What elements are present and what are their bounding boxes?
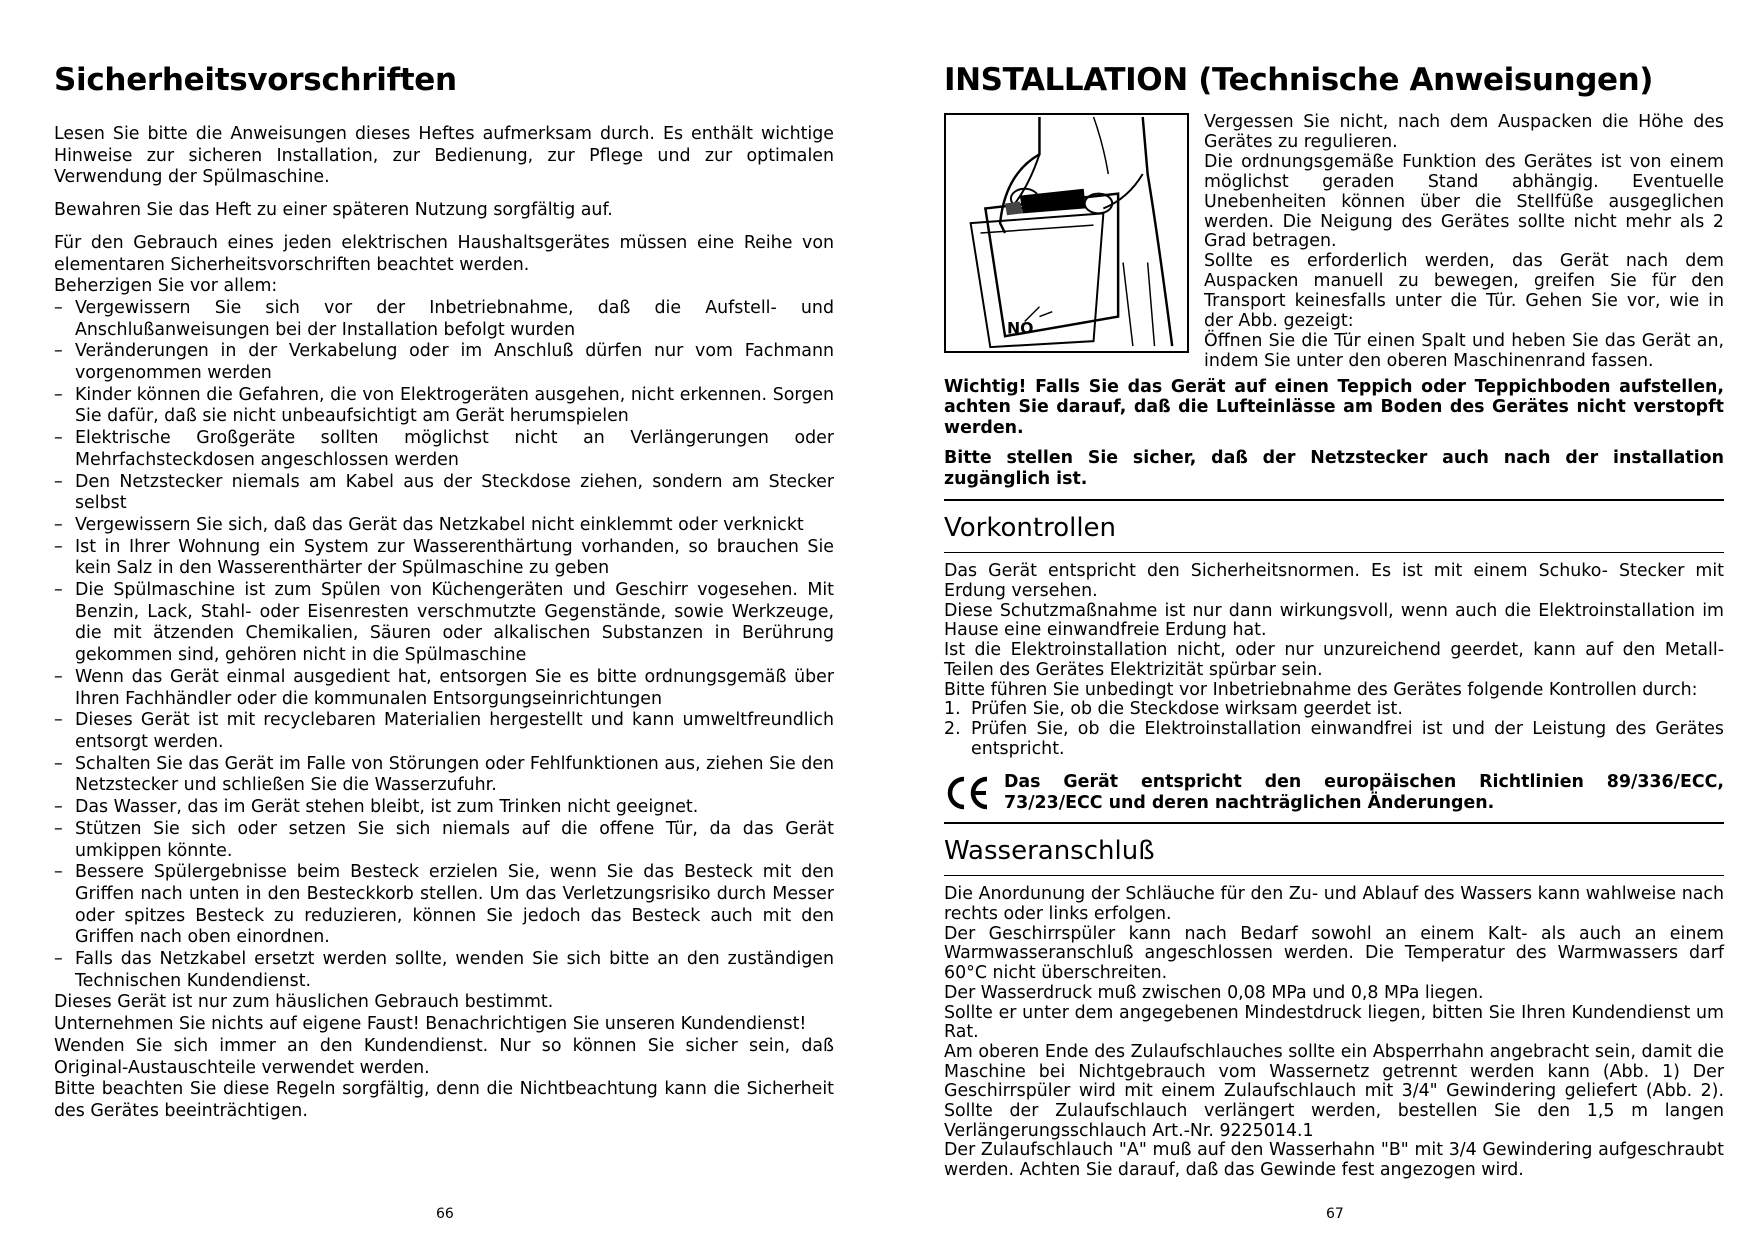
installation-content (944, 113, 1724, 1181)
list-item (944, 720, 1724, 759)
list-number: 1. (944, 699, 961, 720)
install-paragraph: Öffnen Sie die Tür einen Spalt und heben Sie das Gerät an, indem Sie unter den oberen Maschinenrand fassen. (1204, 330, 1724, 371)
list-item: – Das Wasser, das im Gerät stehen bleibt, ist zum Trinken nicht geeignet. (54, 797, 834, 819)
install-paragraph: Vergessen Sie nicht, nach dem Auspacken die Höhe des Gerätes zu regulieren. (1204, 112, 1724, 152)
wasser-paragraph: Der Wasserdruck muß zwischen 0,08 MPa und 0,8 MPa liegen. (944, 982, 1484, 1003)
safety-content (54, 124, 834, 1123)
plug-warning: Bitte stellen Sie sicher, daß der Netzstecker auch nach der installation zugänglich ist. (944, 448, 1724, 489)
list-item: – Vergewissern Sie sich vor der Inbetriebnahme, daß die Aufstell- und Anschlußanweisungen bei der Installation befolgt wurden (54, 298, 834, 341)
outro-paragraph: Wenden Sie sich immer an den Kundendienst. Nur so können Sie sicher sein, daß Original-Austauschteile verwendet werden. (54, 1035, 834, 1078)
list-item: – Die Spülmaschine ist zum Spülen von Küchengeräten und Geschirr vogesehen. Mit Benzin, Lack, Stahl- oder Eisenresten verschmutzte Gegenstände, sowie Werkzeuge, die mit ätzenden Chemikalien, Säuren oder alkalischen Substanzen in Berührung gekommen sind, gehören nicht in die Spülmaschine (54, 580, 834, 667)
lifting-illustration-icon (946, 115, 1187, 351)
wasser-paragraph: Der Zulaufschlauch "A" muß auf den Wasserhahn "B" mit 3/4 Gewindering aufgeschraubt werden. Achten Sie darauf, daß das Gewinde fest angezogen wird. (944, 1140, 1724, 1181)
carpet-warning: Wichtig! Falls Sie das Gerät auf einen Teppich oder Teppichboden aufstellen, achten Sie darauf, daß die Lufteinlässe am Boden des Gerätes nicht verstopft werden. (944, 376, 1724, 438)
list-item: – Elektrische Großgeräte sollten möglichst nicht an Verlängerungen oder Mehrfachsteckdosen angeschlossen werden (54, 428, 834, 471)
install-paragraph: Sollte es erforderlich werden, das Gerät nach dem Auspacken manuell zu bewegen, greifen Sie für den Transport keinesfalls unter die Tür. Gehen Sie vor, wie in der Abb. gezeigt: (1204, 251, 1724, 332)
lifting-illustration (944, 113, 1189, 353)
wasser-paragraph: Der Geschirrspüler kann nach Bedarf sowohl an einem Kalt- als auch an einem Warmwasseranschluß angeschlossen werden. Die Temperatur des Warmwassers darf 60°C nicht überschreiten. (944, 923, 1724, 984)
safety-list (54, 298, 834, 993)
vorkontrollen-content (944, 562, 1724, 759)
list-item: – Falls das Netzkabel ersetzt werden sollte, wenden Sie sich bitte an den zuständigen Technischen Kundendienst. (54, 949, 834, 992)
outro-paragraph: Bitte beachten Sie diese Regeln sorgfältig, denn die Nichtbeachtung kann die Sicherheit des Gerätes beeinträchtigen. (54, 1079, 834, 1121)
list-text: Prüfen Sie, ob die Steckdose wirksam geerdet ist. (971, 699, 1403, 720)
list-item: – Stützen Sie sich oder setzen Sie sich niemals auf die offene Tür, da das Gerät umkippen könnte. (54, 819, 834, 862)
wasser-paragraph: Am oberen Ende des Zulaufschlauches sollte ein Absperrhahn angebracht sein, damit die Maschine bei Nichtgebrauch vom Wassernetz getrennt werden kann (Abb. 1) Der Geschirrspüler wird mit einem Zulaufschlauch mit 3/4" Gewindering geliefert (Abb. 2). Sollte der Zulaufschlauch verlängert werden, bestellen Sie den 1,5 m langen Verlängerungsschlauch Art.-Nr. 9225014.1 (944, 1041, 1724, 1141)
check-list (944, 700, 1724, 759)
wasser-paragraph: Sollte er unter dem angegebenen Mindestdruck liegen, bitten Sie Ihren Kundendienst um Rat. (944, 1002, 1724, 1043)
section-divider (944, 552, 1724, 553)
page-title: Sicherheitsvorschriften (54, 62, 457, 98)
figure-label: NO (1007, 318, 1034, 338)
list-item: – Kinder können die Gefahren, die von Elektrogeräten ausgehen, nicht erkennen. Sorgen Sie dafür, daß sie nicht unbeaufsichtigt am Gerät herumspielen (54, 385, 834, 428)
section-heading-vorkontrollen: Vorkontrollen (944, 513, 1117, 544)
list-item: – Ist in Ihrer Wohnung ein System zur Wasserenthärtung vorhanden, so brauchen Sie kein Salz in den Wasserenthärter der Spülmaschine zu geben (54, 537, 834, 580)
list-item (944, 700, 1724, 720)
list-item: – Schalten Sie das Gerät im Falle von Störungen oder Fehlfunktionen aus, ziehen Sie den Netzstecker und schließen Sie die Wasserzufuhr. (54, 754, 834, 797)
intro-paragraph: Für den Gebrauch eines jeden elektrischen Haushaltsgerätes müssen eine Reihe von elementaren Sicherheitsvorschriften beachtet werden. (54, 232, 834, 275)
section-divider (944, 875, 1724, 876)
outro-paragraph: Unternehmen Sie nichts auf eigene Faust! Benachrichtigen Sie unseren Kundendienst! (54, 1014, 807, 1035)
intro-paragraph: Bewahren Sie das Heft zu einer späteren Nutzung sorgfältig auf. (54, 200, 613, 221)
list-item: – Dieses Gerät ist mit recyclebaren Materialien hergestellt und kann umweltfreundlich entsorgt werden. (54, 710, 834, 753)
ce-text: Das Gerät entspricht den europäischen Richtlinien 89/336/ECC, 73/23/ECC und deren nachträglichen Änderungen. (1004, 772, 1724, 813)
list-item: – Veränderungen in der Verkabelung oder im Anschluß dürfen nur vom Fachmann vorgenommen werden (54, 341, 834, 384)
section-heading-wasseranschluss: Wasseranschluß (944, 836, 1155, 867)
list-item: – Wenn das Gerät einmal ausgedient hat, entsorgen Sie es bitte ordnungsgemäß über Ihren Fachhändler oder die kommunalen Entsorgungseinrichtungen (54, 667, 834, 710)
page-number: 67 (1326, 1206, 1344, 1222)
intro-paragraph: Lesen Sie bitte die Anweisungen dieses Heftes aufmerksam durch. Es enthält wichtige Hinweise zur sicheren Installation, zur Bedienung, zur Pflege und zur optimalen Verwendung der Spülmaschine. (54, 124, 834, 188)
list-item: – Den Netzstecker niemals am Kabel aus der Steckdose ziehen, sondern am Stecker selbst (54, 472, 834, 515)
list-text: Prüfen Sie, ob die Elektroinstallation einwandfrei ist und der Leistung des Gerätes entspricht. (971, 718, 1724, 759)
ce-mark-icon (944, 775, 990, 811)
outro-paragraph: Dieses Gerät ist nur zum häuslichen Gebrauch bestimmt. (54, 992, 554, 1013)
list-item: – Bessere Spülergebnisse beim Besteck erzielen Sie, wenn Sie das Besteck mit den Griffen nach unten in den Besteckkorb stellen. Um das Verletzungsrisiko durch Messer oder spitzes Besteck zu reduzieren, können Sie jedoch das Besteck auch mit den Griffen nach oben einordnen. (54, 862, 834, 949)
page-number: 66 (436, 1206, 454, 1222)
list-item: – Vergewissern Sie sich, daß das Gerät das Netzkabel nicht einklemmt oder verknickt (54, 515, 834, 537)
ce-declaration (944, 772, 1724, 813)
vorkontrollen-paragraph: Das Gerät entspricht den Sicherheitsnormen. Es ist mit einem Schuko- Stecker mit Erdung versehen. (944, 561, 1724, 601)
page-title: INSTALLATION (Technische Anweisungen) (944, 62, 1654, 98)
vorkontrollen-paragraph: Diese Schutzmaßnahme ist nur dann wirkungsvoll, wenn auch die Elektroinstallation im Hause eine einwandfreie Erdung hat. (944, 600, 1724, 641)
install-paragraph: Die ordnungsgemäße Funktion des Gerätes ist von einem möglichst geraden Stand abhängig. Eventuelle Unebenheiten können über die Stellfüße ausgeglichen werden. Die Neigung des Gerätes sollte nicht mehr als 2 Grad betragen. (1204, 151, 1724, 252)
wasseranschluss-content (944, 885, 1724, 1181)
vorkontrollen-paragraph: Ist die Elektroinstallation nicht, oder nur unzureichend geerdet, kann auf den Metall-Teilen des Gerätes Elektrizität spürbar sein. (944, 640, 1724, 680)
intro-paragraph: Beherzigen Sie vor allem: (54, 276, 278, 297)
wasser-paragraph: Die Anordunung der Schläuche für den Zu- und Ablauf des Wassers kann wahlweise nach rechts oder links erfolgen. (944, 884, 1724, 925)
vorkontrollen-paragraph: Bitte führen Sie unbedingt vor Inbetriebnahme des Gerätes folgende Kontrollen durch: (944, 679, 1698, 700)
list-number: 2. (944, 718, 961, 739)
